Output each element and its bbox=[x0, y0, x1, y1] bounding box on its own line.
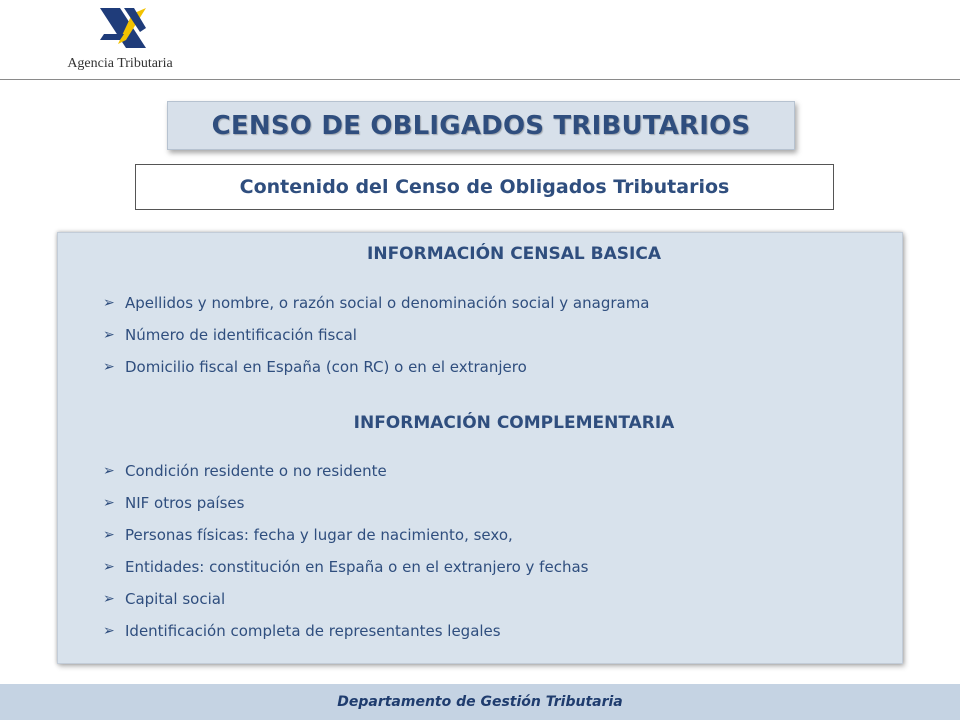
arrow-bullet-icon: ➢ bbox=[103, 527, 115, 543]
arrow-bullet-icon: ➢ bbox=[103, 463, 115, 479]
agency-name: Agencia Tributaria bbox=[67, 56, 173, 71]
list-item: ➢ NIF otros países bbox=[103, 491, 588, 523]
arrow-bullet-icon: ➢ bbox=[103, 327, 115, 343]
section-heading-complementary: INFORMACIÓN COMPLEMENTARIA bbox=[353, 413, 675, 433]
arrow-bullet-icon: ➢ bbox=[103, 623, 115, 639]
list-item: ➢ Condición residente o no residente bbox=[103, 459, 588, 491]
title-banner bbox=[167, 101, 795, 150]
subtitle-box bbox=[135, 164, 834, 210]
list-item: ➢ Identificación completa de representantes legales bbox=[103, 619, 588, 651]
footer bbox=[0, 684, 960, 720]
complementary-info-list bbox=[103, 459, 588, 651]
content-panel bbox=[57, 232, 903, 664]
footer-department: Departamento de Gestión Tributaria bbox=[337, 694, 623, 710]
list-item: ➢ Domicilio fiscal en España (con RC) o en el extranjero bbox=[103, 355, 650, 387]
page-title: CENSO DE OBLIGADOS TRIBUTARIOS bbox=[211, 110, 751, 141]
header-divider bbox=[0, 79, 960, 80]
arrow-bullet-icon: ➢ bbox=[103, 359, 115, 375]
header bbox=[0, 0, 960, 80]
arrow-bullet-icon: ➢ bbox=[103, 559, 115, 575]
arrow-bullet-icon: ➢ bbox=[103, 591, 115, 607]
list-item: ➢ Número de identificación fiscal bbox=[103, 323, 650, 355]
list-item: ➢ Capital social bbox=[103, 587, 588, 619]
basic-info-list bbox=[103, 291, 650, 387]
arrow-bullet-icon: ➢ bbox=[103, 495, 115, 511]
list-item: ➢ Apellidos y nombre, o razón social o denominación social y anagrama bbox=[103, 291, 650, 323]
list-item: ➢ Entidades: constitución en España o en el extranjero y fechas bbox=[103, 555, 588, 587]
list-item: ➢ Personas físicas: fecha y lugar de nacimiento, sexo, bbox=[103, 523, 588, 555]
section-heading-basic: INFORMACIÓN CENSAL BASICA bbox=[367, 244, 661, 264]
page-subtitle: Contenido del Censo de Obligados Tributarios bbox=[239, 176, 730, 198]
agencia-tributaria-logo bbox=[96, 4, 154, 52]
arrow-bullet-icon: ➢ bbox=[103, 295, 115, 311]
